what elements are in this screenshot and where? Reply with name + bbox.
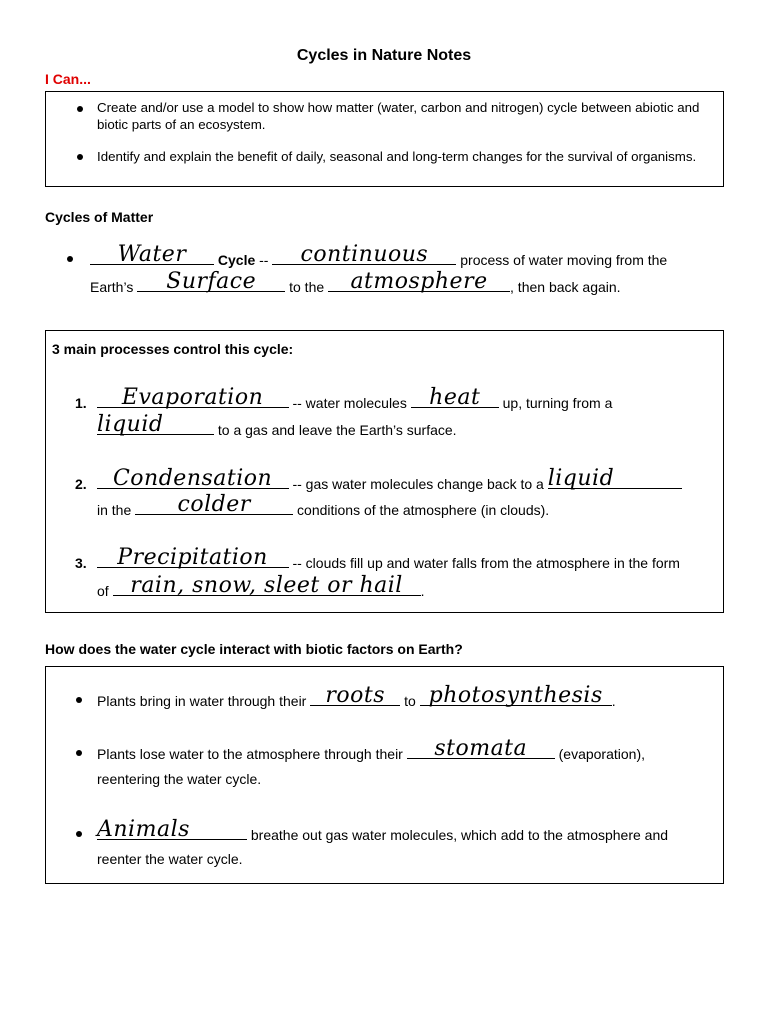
bullet-icon [77,154,83,160]
handwritten-answer: liquid [547,466,615,491]
process-text: in the [97,502,132,518]
i-can-box [45,91,724,187]
handwritten-answer: photosynthesis [428,683,603,708]
bullet-icon [76,831,82,837]
answer-blank [97,817,247,842]
answer-blank [411,385,499,410]
handwritten-answer: atmosphere [350,269,488,294]
process-2-line1 [75,466,682,494]
answer-blank [97,385,289,410]
handwritten-answer: Evaporation [121,385,264,410]
process-text: -- gas water molecules change back to a [292,476,544,492]
handwritten-answer: liquid [97,412,164,437]
water-definition-line2 [90,269,621,297]
handwritten-answer: Animals [97,817,190,842]
biotic-item-1 [97,683,616,711]
handwritten-answer: stomata [434,736,528,761]
cycle-term: Cycle [217,252,256,268]
process-number: 3. [75,555,87,571]
i-can-label: I Can... [45,71,91,87]
biotic-item-3-line1 [97,817,669,845]
answer-blank [272,242,456,267]
biotic-item-2-line1 [97,736,646,764]
bullet-icon [76,750,82,756]
answer-blank [113,573,421,598]
handwritten-answer: heat [429,385,481,410]
biotic-item-3-line2 [97,849,243,869]
answer-blank [90,242,214,267]
definition-text: , then back again. [510,279,621,295]
processes-box [45,330,724,613]
page-title: Cycles in Nature Notes [296,47,472,64]
bullet-icon [77,106,83,112]
cycles-heading: Cycles of Matter [45,209,154,225]
biotic-text: . [611,693,616,709]
answer-blank [97,412,214,437]
biotic-heading: How does the water cycle interact with biotic factors on Earth? [45,641,463,657]
biotic-text: reentering the water cycle. [97,771,262,787]
handwritten-answer: Surface [166,269,257,294]
process-3-line2 [97,573,425,601]
process-1-line2 [97,412,457,440]
handwritten-answer: Water [117,242,187,267]
answer-blank [135,492,293,517]
answer-blank [97,466,289,491]
process-text: -- clouds fill up and water falls from the atmosphere in the form [292,555,680,571]
biotic-text: reenter the water cycle. [97,851,243,867]
biotic-text: breathe out gas water molecules, which add to the atmosphere and [250,827,669,843]
handwritten-answer: colder [177,492,251,517]
biotic-text: Plants lose water to the atmosphere through their [97,746,403,762]
process-text: of [97,583,109,599]
handwritten-answer: roots [325,683,386,708]
bullet-icon [67,256,73,262]
i-can-item: Identify and explain the benefit of daily, seasonal and long-term changes for the survival of organisms. [97,149,697,164]
process-1-line1 [75,385,613,413]
process-number: 1. [75,395,87,411]
biotic-item-2-line2 [97,769,261,789]
processes-heading: 3 main processes control this cycle: [52,341,294,357]
biotic-text: Plants bring in water through their [97,693,307,709]
biotic-box [45,666,724,884]
biotic-text: (evaporation), [558,746,646,762]
definition-text: Earth’s [90,279,134,295]
process-text: up, turning from a [502,395,613,411]
i-can-item: Create and/or use a model to show how matter (water, carbon and nitrogen) cycle between abiotic and biotic parts of an ecosystem. [97,100,700,132]
answer-blank [420,683,612,708]
answer-blank [407,736,555,761]
answer-blank [310,683,400,708]
handwritten-answer: continuous [300,242,429,267]
process-text: conditions of the atmosphere (in clouds). [297,502,550,518]
process-3-line1 [75,545,680,573]
process-text: . [420,583,425,599]
definition-text: process of water moving from the [460,252,668,268]
process-text: -- water molecules [292,395,407,411]
answer-blank [137,269,285,294]
biotic-text: to [404,693,416,709]
water-definition-line1 [90,242,668,270]
handwritten-answer: Condensation [112,466,273,491]
process-text: to a gas and leave the Earth’s surface. [217,422,457,438]
answer-blank [328,269,510,294]
answer-blank [97,545,289,570]
bullet-icon [76,697,82,703]
dash: -- [259,252,269,268]
process-number: 2. [75,476,87,492]
process-2-line2 [97,492,550,520]
answer-blank [547,466,682,491]
definition-text: to the [289,279,325,295]
handwritten-answer: Precipitation [117,545,268,570]
handwritten-answer: rain, snow, sleet or hail [130,573,403,598]
